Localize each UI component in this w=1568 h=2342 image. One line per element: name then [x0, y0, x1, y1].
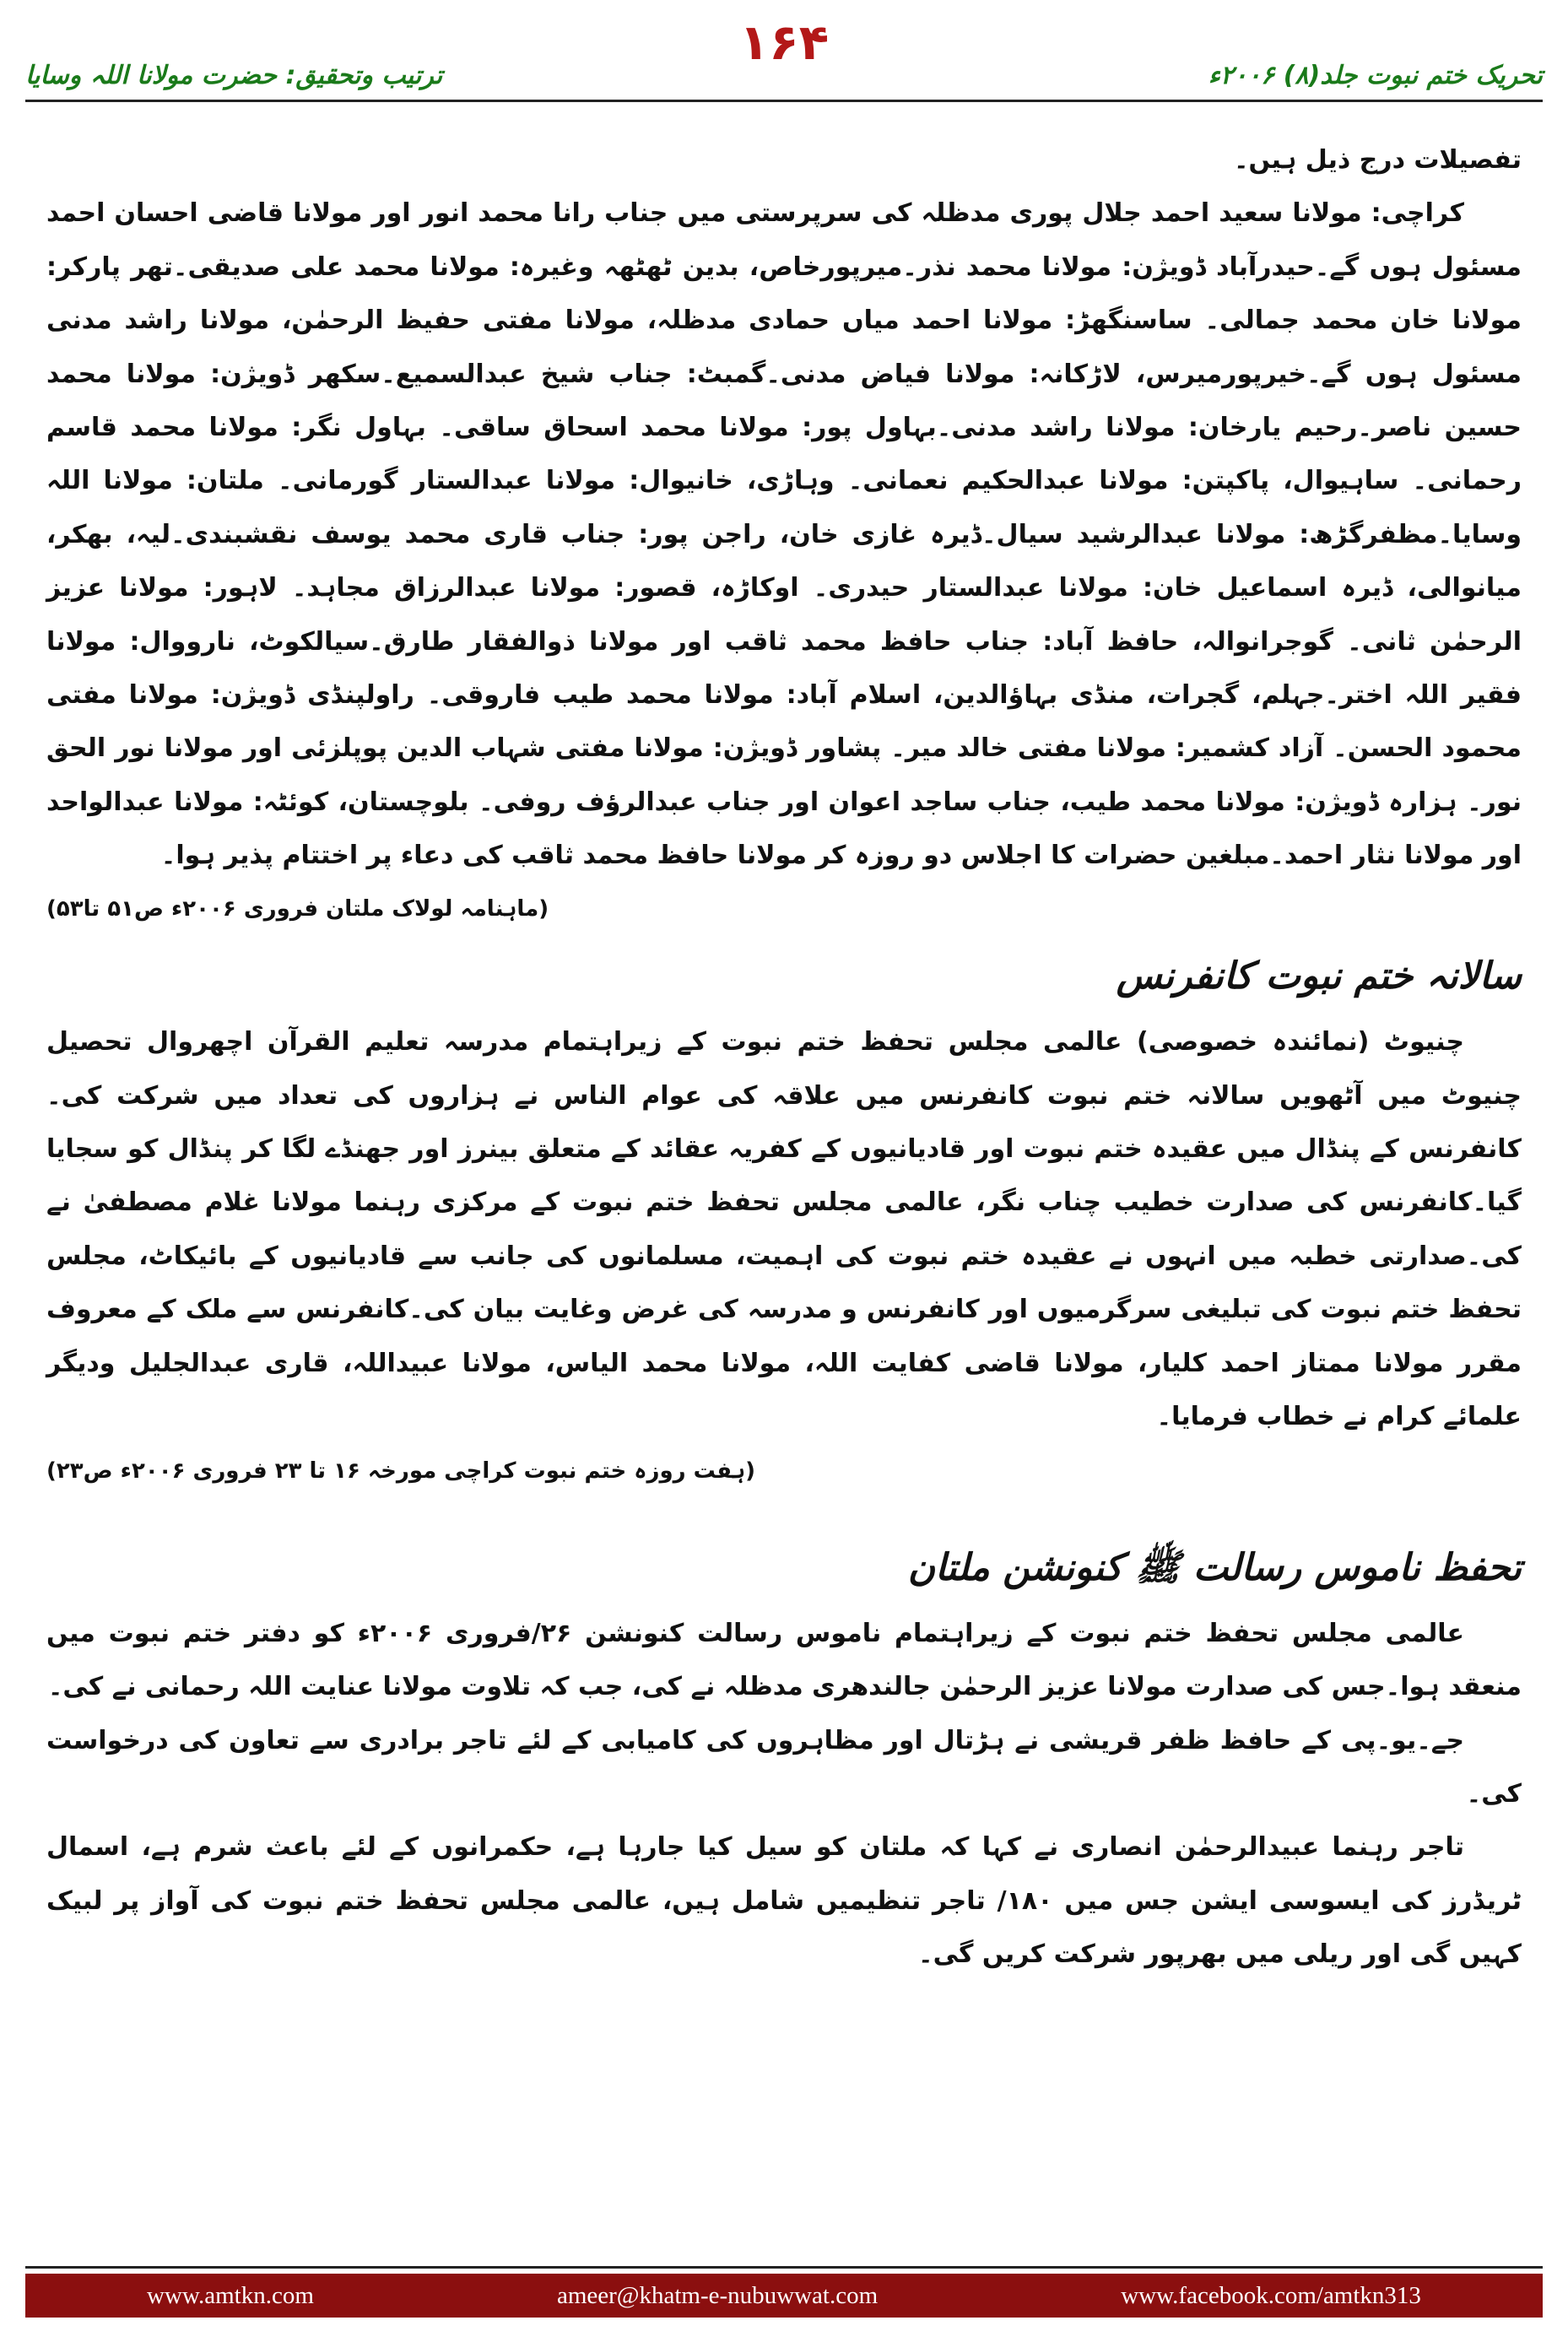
heading-annual-conference: سالانہ ختم نبوت کانفرنس	[1116, 955, 1522, 998]
page-header	[25, 14, 1543, 97]
page-body	[46, 133, 1522, 2207]
citation-row-1	[46, 883, 1522, 936]
header-rule	[25, 100, 1543, 102]
page-number: ۱۶۴	[738, 14, 830, 71]
footer-rule	[25, 2266, 1543, 2269]
convention-paragraph-2: جے۔یو۔پی کے حافظ ظفر قریشی نے ہڑتال اور مظاہروں کی کامیابی کے لئے تاجر برادری سے تعاون کی درخواست کی۔	[46, 1725, 1522, 1809]
heading-namoos-convention: تحفظ ناموس رسالت ﷺ کنونشن ملتان	[907, 1545, 1522, 1589]
citation-weekly: (ہفت روزہ ختم نبوت کراچی مورخہ ۱۶ تا ۲۳ فروری ۲۰۰۶ء ص۲۳)	[46, 1458, 755, 1485]
intro-line: تفصیلات درج ذیل ہیں۔	[1233, 145, 1522, 175]
convention-paragraph-1: عالمی مجلس تحفظ ختم نبوت کے زیراہتمام ناموس رسالت کنونشن ۲۶/فروری ۲۰۰۶ء کو دفتر ختم نبوت میں منعقد ہوا۔جس کی صدارت مولانا عزیز الرحمٰن جالندھری مدظلہ نے کی، جب کہ تلاوت مولانا عنایت اللہ رحمانی نے کی۔	[46, 1618, 1522, 1702]
footer-facebook-link[interactable]: www.facebook.com/amtkn313	[1121, 2281, 1421, 2309]
citation-lolak: (ماہنامہ لولاک ملتان فروری ۲۰۰۶ء ص۵۱ تا۵۳)	[46, 895, 549, 922]
footer-email-link[interactable]: ameer@khatm-e-nubuwwat.com	[556, 2281, 879, 2309]
compiler-credit: ترتیب وتحقیق: حضرت مولانا اللہ وسایا	[25, 61, 443, 90]
footer-website-link[interactable]: www.amtkn.com	[147, 2281, 314, 2309]
conference-paragraph: چنیوٹ (نمائندہ خصوصی) عالمی مجلس تحفظ ختم نبوت کے زیراہتمام مدرسہ تعلیم القرآن اچھروال تحصیل چنیوٹ میں آٹھویں سالانہ ختم نبوت کانفرنس میں علاقہ کی عوام الناس نے ہزاروں کی تعداد میں شرکت کی۔کانفرنس کے پنڈال میں عقیدہ ختم نبوت اور قادیانیوں کے کفریہ عقائد کے متعلق بینرز اور جھنڈے لگا کر پنڈال کو سجایا گیا۔کانفرنس کی صدارت خطیب چناب نگر، عالمی مجلس تحفظ ختم نبوت کے مرکزی رہنما مولانا غلام مصطفیٰ نے کی۔صدارتی خطبہ میں انہوں نے عقیدہ ختم نبوت کی اہمیت، مسلمانوں کی جانب سے قادیانیوں کے بائیکاٹ، مجلس تحفظ ختم نبوت کی تبلیغی سرگرمیوں اور کانفرنس و مدرسہ کی غرض وغایت بیان کی۔کانفرنس سے ملک کے معروف مقرر مولانا ممتاز احمد کلیار، مولانا قاضی کفایت اللہ، مولانا محمد الیاس، مولانا عبیداللہ، قاری عبدالجلیل ودیگر علمائے کرام نے خطاب فرمایا۔	[46, 1027, 1522, 1431]
convention-paragraph-3: تاجر رہنما عبیدالرحمٰن انصاری نے کہا کہ ملتان کو سیل کیا جارہا ہے، حکمرانوں کے لئے باعث شرم ہے، اسمال ٹریڈرز کی ایسوسی ایشن جس میں ۱۸۰/ تاجر تنظیمیں شامل ہیں، عالمی مجلس تحفظ ختم نبوت کی آواز پر لبیک کہیں گی اور ریلی میں بھرپور شرکت کریں گی۔	[46, 1832, 1522, 1970]
book-title: تحریک ختم نبوت جلد(۸) ۲۰۰۶ء	[1208, 61, 1543, 90]
assignments-paragraph: کراچی: مولانا سعید احمد جلال پوری مدظلہ کی سرپرستی میں جناب رانا محمد انور اور مولانا قاضی احسان احمد مسئول ہوں گے۔حیدرآباد ڈویژن: مولانا محمد نذر۔میرپورخاص، بدین ٹھٹھہ وغیرہ: مولانا محمد علی صدیقی۔تھر پارکر: مولانا خان محمد جمالی۔ ساسنگھڑ: مولانا احمد میاں حمادی مدظلہ، مولانا مفتی حفیظ الرحمٰن، مولانا راشد مدنی مسئول ہوں گے۔خیرپورمیرس، لاڑکانہ: مولانا فیاض مدنی۔گمبٹ: جناب شیخ عبدالسمیع۔سکھر ڈویژن: مولانا محمد حسین ناصر۔رحیم یارخان: مولانا راشد مدنی۔بہاول پور: مولانا محمد اسحاق ساقی۔ بہاول نگر: مولانا محمد قاسم رحمانی۔ ساہیوال، پاکپتن: مولانا عبدالحکیم نعمانی۔ وہاڑی، خانیوال: مولانا عبدالستار گورمانی۔ ملتان: مولانا اللہ وسایا۔مظفرگڑھ: مولانا عبدالرشید سیال۔ڈیرہ غازی خان، راجن پور: جناب قاری محمد یوسف نقشبندی۔لیہ، بھکر، میانوالی، ڈیرہ اسماعیل خان: مولانا عبدالستار حیدری۔ اوکاڑہ، قصور: مولانا عبدالرزاق مجاہد۔ لاہور: مولانا عزیز الرحمٰن ثانی۔ گوجرانوالہ، حافظ آباد: جناب حافظ محمد ثاقب اور مولانا ذوالفقار طارق۔سیالکوٹ، نارووال: مولانا فقیر اللہ اختر۔جہلم، گجرات، منڈی بہاؤالدین، اسلام آباد: مولانا محمد طیب فاروقی۔ راولپنڈی ڈویژن: مولانا مفتی محمود الحسن۔ آزاد کشمیر: مولانا مفتی خالد میر۔ پشاور ڈویژن: مولانا مفتی شہاب الدین پوپلزئی اور مولانا نور الحق نور۔ ہزارہ ڈویژن: مولانا محمد طیب، جناب ساجد اعوان اور جناب عبدالرؤف روفی۔ بلوچستان، کوئٹہ: مولانا عبدالواحد اور مولانا نثار احمد۔مبلغین حضرات کا اجلاس دو روزہ کر مولانا حافظ محمد ثاقب کی دعاء پر اختتام پذیر ہوا۔	[46, 198, 1522, 871]
page-footer	[25, 2274, 1543, 2318]
